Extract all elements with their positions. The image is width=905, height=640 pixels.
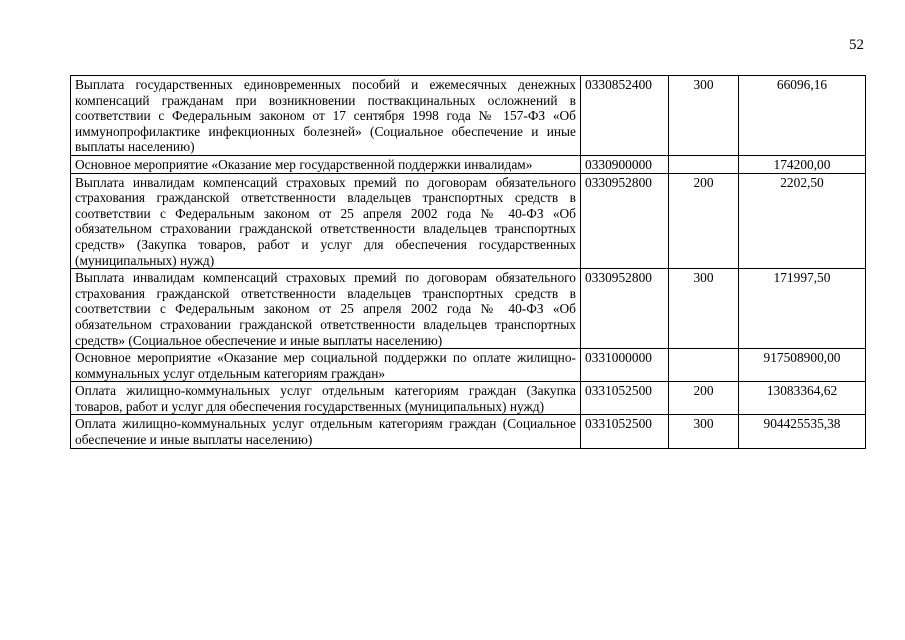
table-row — [71, 173, 866, 269]
row-amount: 904425535,38 — [739, 415, 866, 448]
row-expense-type: 300 — [669, 76, 739, 156]
row-amount: 171997,50 — [739, 269, 866, 349]
row-amount: 2202,50 — [739, 173, 866, 269]
row-description: Основное мероприятие «Оказание мер социальной поддержки по оплате жилищно-коммунальных услуг отдельным категориям граждан» — [71, 349, 581, 382]
row-target-code: 0330952800 — [581, 269, 669, 349]
row-amount: 13083364,62 — [739, 382, 866, 415]
row-description: Оплата жилищно-коммунальных услуг отдельным категориям граждан (Социальное обеспечение и иные выплаты населению) — [71, 415, 581, 448]
row-target-code: 0330852400 — [581, 76, 669, 156]
row-target-code: 0331000000 — [581, 349, 669, 382]
table-row — [71, 382, 866, 415]
row-description: Выплата государственных единовременных пособий и ежемесячных денежных компенсаций гражданам при возникновении поствакцинальных осложнений в соответствии с Федеральным законом от 17 сентября 1998 года № 157-ФЗ «Об иммунопрофилактике инфекционных болезней» (Социальное обеспечение и иные выплаты населению) — [71, 76, 581, 156]
table-row — [71, 415, 866, 448]
row-expense-type: 200 — [669, 173, 739, 269]
row-expense-type: 300 — [669, 269, 739, 349]
row-description: Оплата жилищно-коммунальных услуг отдельным категориям граждан (Закупка товаров, работ и услуг для обеспечения государственных (муниципальных) нужд) — [71, 382, 581, 415]
row-expense-type: 300 — [669, 415, 739, 448]
row-description: Выплата инвалидам компенсаций страховых премий по договорам обязательного страхования гражданской ответственности владельцев транспортных средств в соответствии с Федеральным законом от 25 апреля 2002 года № 40-ФЗ «Об обязательном страховании гражданской ответственности владельцев транспортных средств» (Социальное обеспечение и иные выплаты населению) — [71, 269, 581, 349]
table-row — [71, 349, 866, 382]
row-expense-type: 200 — [669, 382, 739, 415]
table-row — [71, 76, 866, 156]
row-expense-type — [669, 349, 739, 382]
budget-table — [70, 75, 866, 449]
row-amount: 917508900,00 — [739, 349, 866, 382]
row-target-code: 0330952800 — [581, 173, 669, 269]
row-description: Основное мероприятие «Оказание мер государственной поддержки инвалидам» — [71, 155, 581, 173]
row-amount: 66096,16 — [739, 76, 866, 156]
row-target-code: 0330900000 — [581, 155, 669, 173]
table-row — [71, 269, 866, 349]
row-target-code: 0331052500 — [581, 415, 669, 448]
row-amount: 174200,00 — [739, 155, 866, 173]
row-description: Выплата инвалидам компенсаций страховых премий по договорам обязательного страхования гражданской ответственности владельцев транспортных средств в соответствии с Федеральным законом от 25 апреля 2002 года № 40-ФЗ «Об обязательном страховании гражданской ответственности владельцев транспортных средств» (Закупка товаров, работ и услуг для обеспечения государственных (муниципальных) нужд) — [71, 173, 581, 269]
table-row — [71, 155, 866, 173]
page-number: 52 — [849, 37, 864, 53]
row-expense-type — [669, 155, 739, 173]
row-target-code: 0331052500 — [581, 382, 669, 415]
